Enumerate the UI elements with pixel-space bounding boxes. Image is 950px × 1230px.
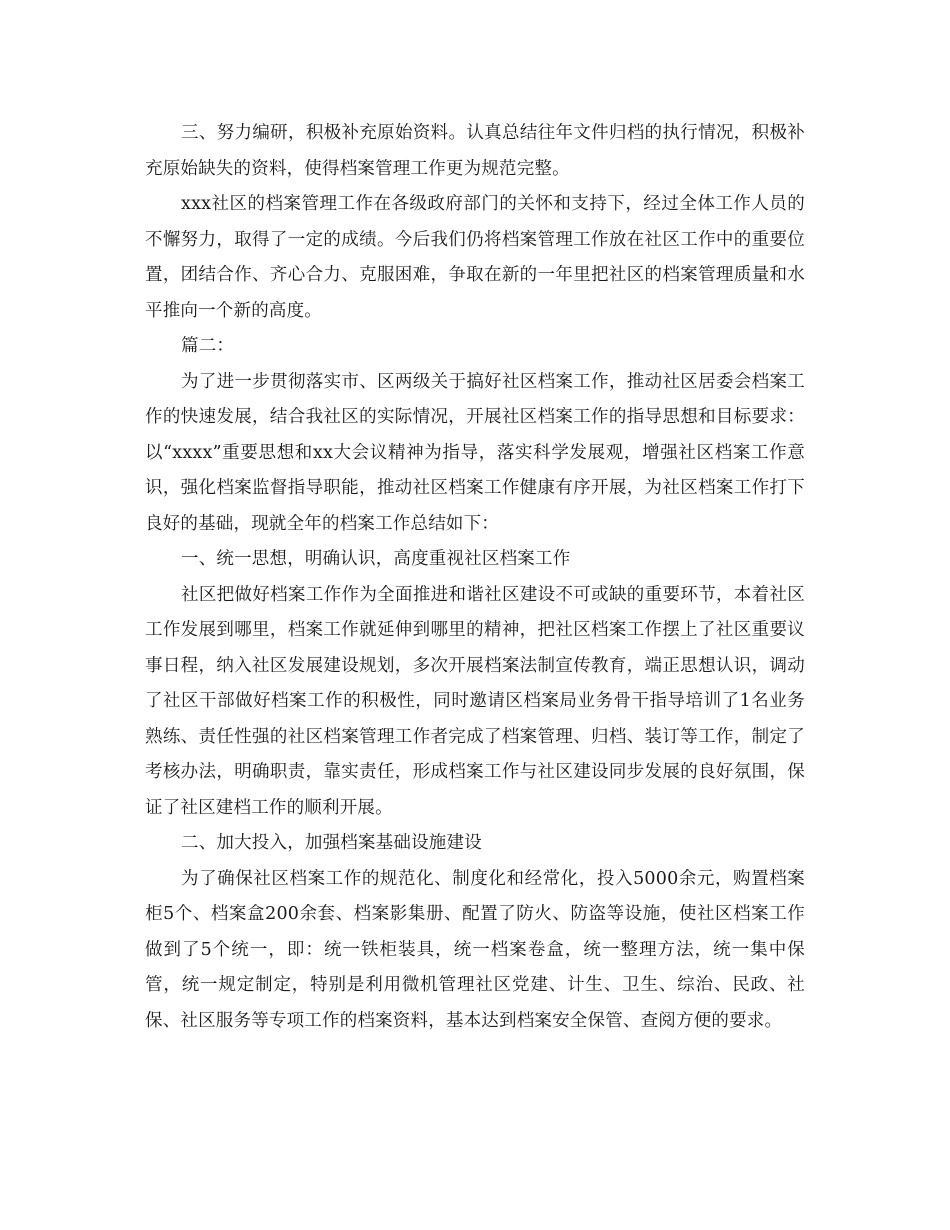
paragraph-archive-compilation: 三、努力编研，积极补充原始资料。认真总结往年文件归档的执行情况，积极补充原始缺失的资料，使得档案管理工作更为规范完整。	[145, 123, 805, 179]
paragraph-archive-importance: 社区把做好档案工作作为全面推进和谐社区建设不可或缺的重要环节，本着社区工作发展到哪里，档案工作就延伸到哪里的精神，把社区档案工作摆上了社区重要议事日程，纳入社区发展建设规划，多次开展档案法制宣传教育，端正思想认识，调动了社区干部做好档案工作的积极性，同时邀请区档案局业务骨干指导培训了1名业务熟练、责任性强的社区档案管理工作者完成了档案管理、归档、装订等工作，制定了考核办法，明确职责，靠实责任，形成档案工作与社区建设同步发展的良好氛围，保证了社区建档工作的顺利开展。	[145, 584, 805, 818]
section-heading-increase-investment: 二、加大投入，加强档案基础设施建设	[181, 833, 482, 853]
section-heading-part-two: 篇二：	[181, 336, 235, 356]
paragraph-infrastructure: 为了确保社区档案工作的规范化、制度化和经常化，投入5000余元，购置档案柜5个、档案盒200余套、档案影集册、配置了防火、防盗等设施，使社区档案工作做到了5个统一，即：统一铁柜装具，统一档案卷盒，统一整理方法，统一集中保管，统一规定制定，特别是利用微机管理社区党建、计生、卫生、综治、民政、社保、社区服务等专项工作的档案资料，基本达到档案安全保管、查阅方便的要求。	[145, 868, 805, 1031]
document-body	[145, 116, 805, 1039]
paragraph-community-summary: xxx社区的档案管理工作在各级政府部门的关怀和支持下，经过全体工作人员的不懈努力，取得了一定的成绩。今后我们仍将档案管理工作放在社区工作中的重要位置，团结合作、齐心合力、克服困难，争取在新的一年里把社区的档案管理质量和水平推向一个新的高度。	[145, 194, 805, 321]
paragraph-guiding-ideology: 为了进一步贯彻落实市、区两级关于搞好社区档案工作，推动社区居委会档案工作的快速发展，结合我社区的实际情况，开展社区档案工作的指导思想和目标要求：以“xxxx”重要思想和xx大会议精神为指导，落实科学发展观，增强社区档案工作意识，强化档案监督指导职能，推动社区档案工作健康有序开展，为社区档案工作打下良好的基础，现就全年的档案工作总结如下：	[145, 371, 805, 534]
section-heading-unify-thinking: 一、统一思想，明确认识，高度重视社区档案工作	[181, 549, 571, 569]
